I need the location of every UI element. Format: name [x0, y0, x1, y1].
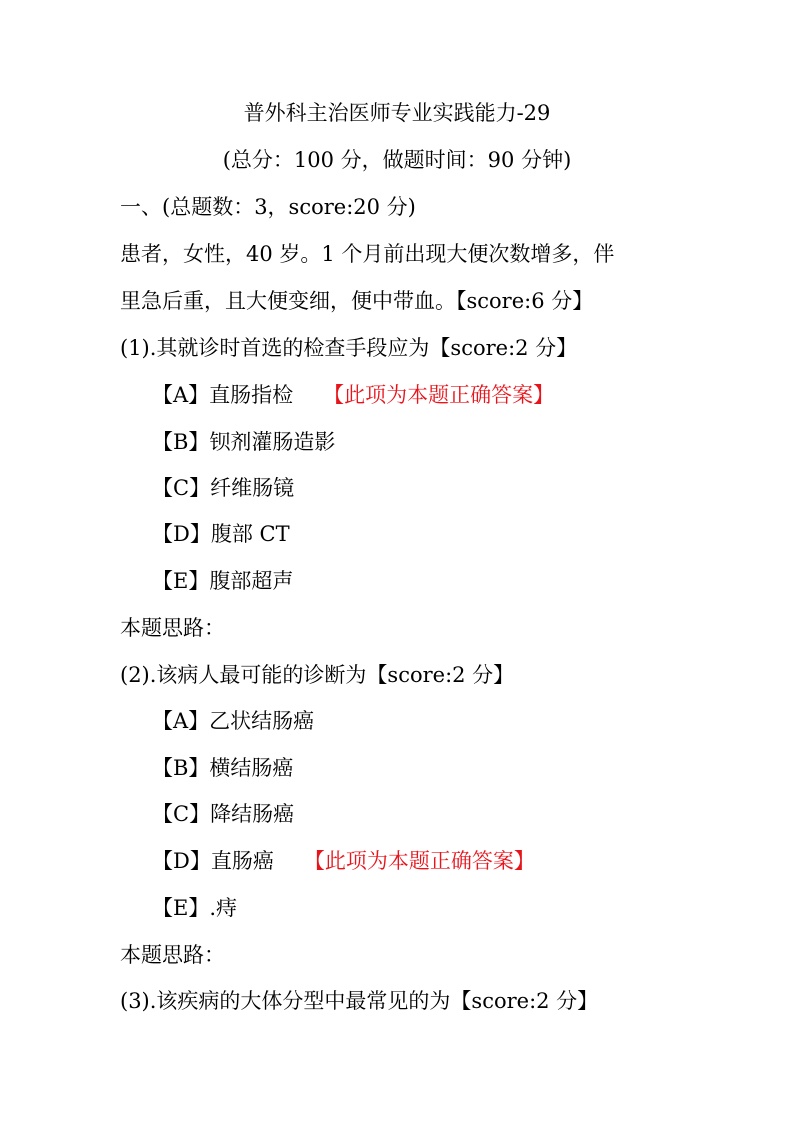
question-2-option-e: 【E】.痔 [152, 896, 238, 920]
question-1-stem: (1).其就诊时首选的检查手段应为【score:2 分】 [120, 336, 578, 360]
question-1-analysis: 本题思路： [120, 616, 225, 640]
question-2-option-c: 【C】降结肠癌 [152, 802, 295, 826]
question-2-option-d [152, 846, 535, 876]
question-2-stem: (2).该病人最可能的诊断为【score:2 分】 [120, 663, 515, 687]
question-2-option-a: 【A】乙状结肠癌 [152, 709, 315, 733]
question-2-option-b: 【B】横结肠癌 [152, 756, 294, 780]
case-description-line-2: 里急后重，且大便变细，便中带血。【score:6 分】 [120, 289, 594, 313]
correct-answer-mark: 【此项为本题正确答案】 [323, 383, 555, 407]
section-heading: 一、(总题数：3，score:20 分) [120, 195, 416, 219]
correct-answer-mark: 【此项为本题正确答案】 [303, 849, 535, 873]
document-title: 普外科主治医师专业实践能力-29 [243, 101, 551, 125]
question-1-option-a [152, 380, 554, 410]
question-1-option-e: 【E】腹部超声 [152, 569, 294, 593]
question-1-option-d: 【D】腹部 CT [152, 522, 290, 546]
question-1-option-c: 【C】纤维肠镜 [152, 476, 295, 500]
question-3-stem: (3).该疾病的大体分型中最常见的为【score:2 分】 [120, 989, 599, 1013]
question-1-option-b: 【B】钡剂灌肠造影 [152, 430, 336, 454]
option-label: 【D】直肠癌 [152, 849, 274, 873]
document-subtitle: (总分：100 分，做题时间：90 分钟) [222, 148, 572, 172]
question-2-analysis: 本题思路： [120, 943, 225, 967]
option-label: 【A】直肠指检 [152, 383, 294, 407]
case-description-line-1: 患者，女性，40 岁。1 个月前出现大便次数增多，伴 [120, 242, 615, 266]
